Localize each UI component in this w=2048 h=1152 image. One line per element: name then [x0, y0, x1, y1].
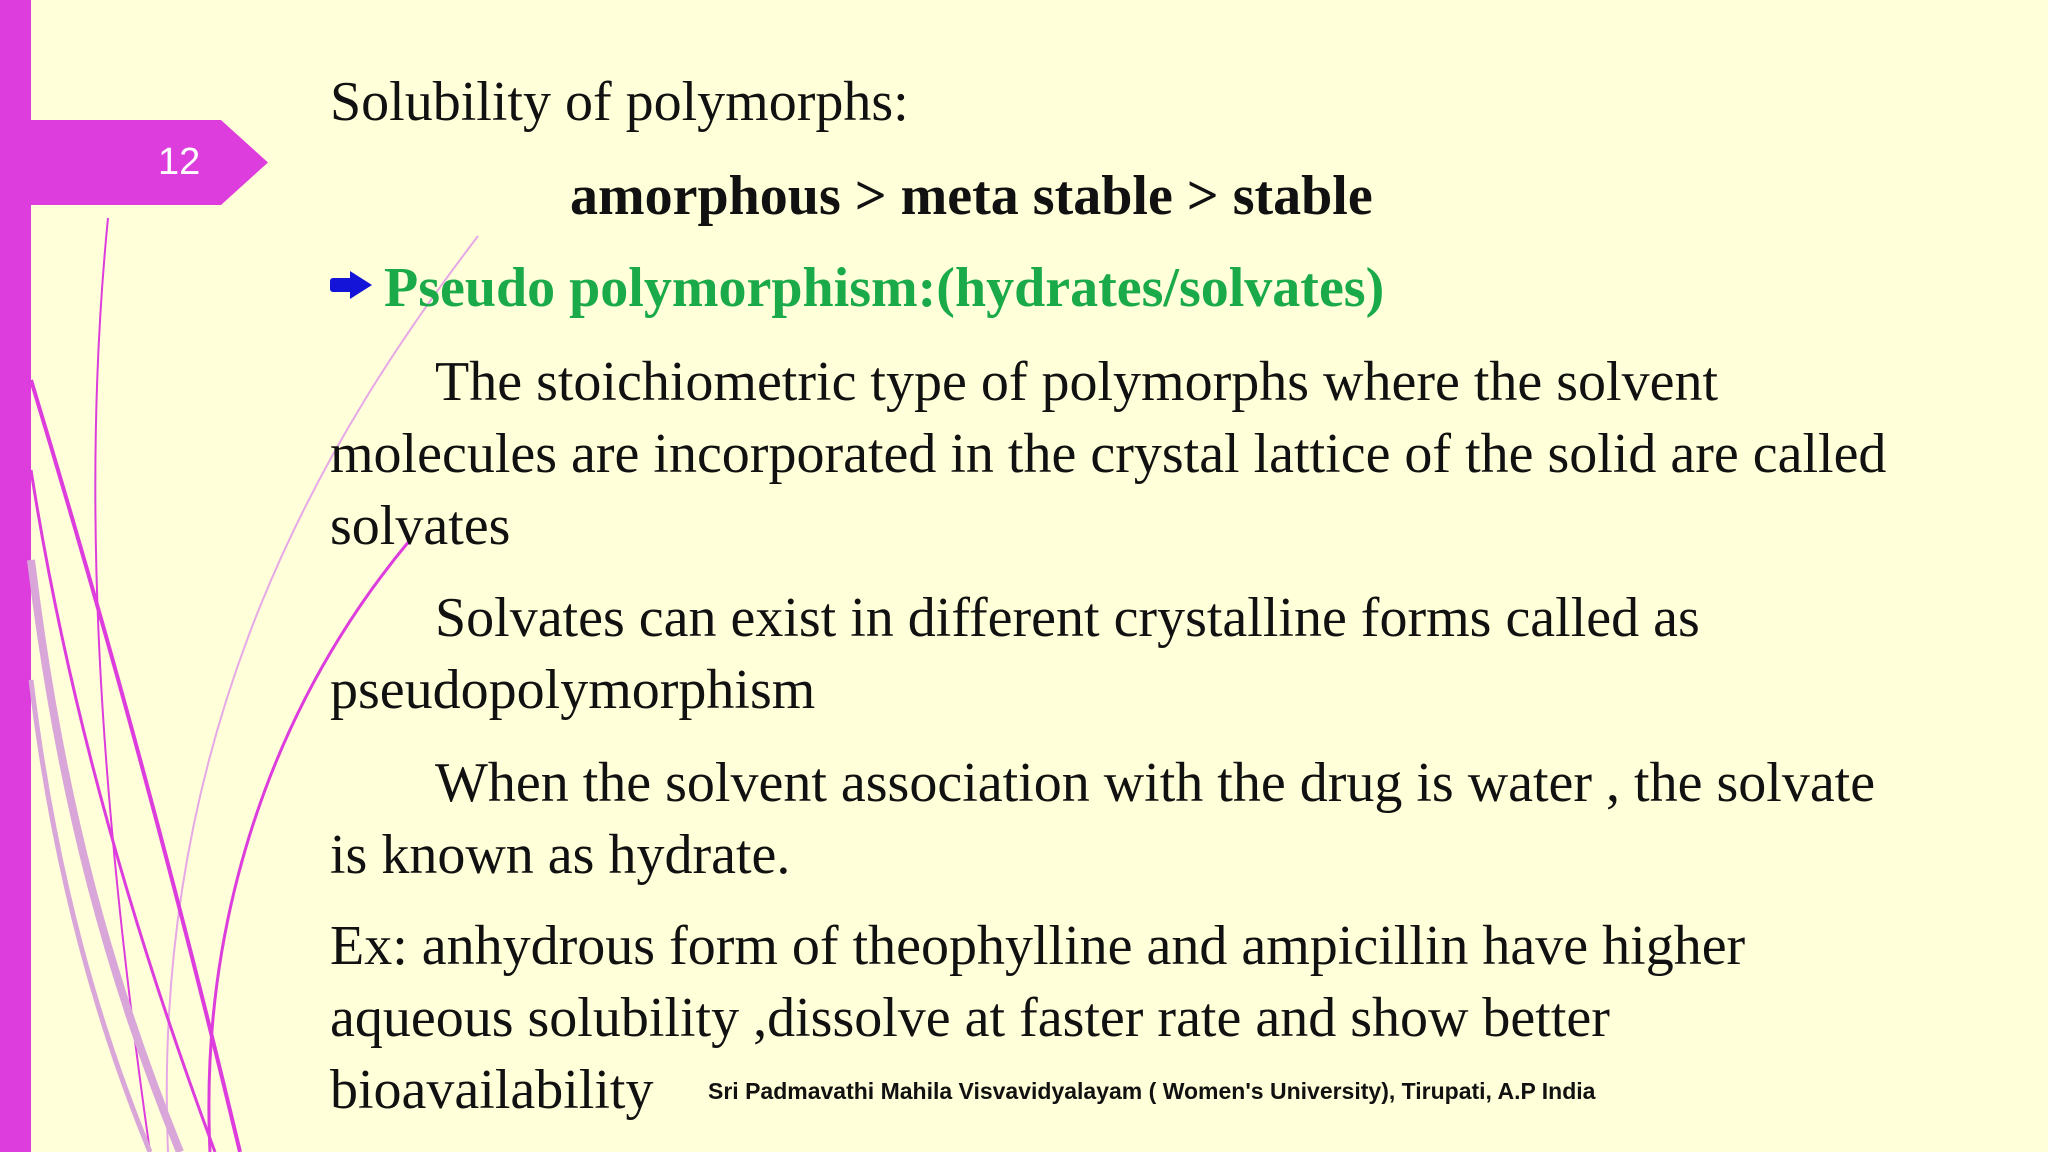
- paragraph-solvates: [330, 346, 1886, 562]
- curve-line: [31, 560, 180, 1152]
- paragraph-line: When the solvent association with the drug is water , the solvate: [435, 752, 1876, 814]
- paragraph-pseudopolymorphism: [330, 582, 1700, 726]
- pseudo-heading-text: Pseudo polymorphism:(hydrates/solvates): [384, 257, 1385, 319]
- paragraph-line: bioavailability: [330, 1059, 654, 1121]
- paragraph-hydrate: [330, 747, 1875, 891]
- curve-line: [31, 680, 150, 1152]
- paragraph-line: Ex: anhydrous form of theophylline and ampicillin have higher: [330, 915, 1746, 977]
- paragraph-line: The stoichiometric type of polymorphs where the solvent: [435, 351, 1719, 413]
- section-heading: Solubility of polymorphs:: [330, 71, 909, 133]
- paragraph-line: aqueous solubility ,dissolve at faster rate and show better: [330, 987, 1610, 1049]
- paragraph-line: solvates: [330, 495, 511, 557]
- solubility-order: amorphous > meta stable > stable: [570, 165, 1373, 227]
- curve-line: [31, 470, 215, 1152]
- paragraph-line: pseudopolymorphism: [330, 659, 816, 721]
- pseudo-polymorphism-heading: [330, 256, 1384, 320]
- paragraph-line: molecules are incorporated in the crystal lattice of the solid are called: [330, 423, 1887, 485]
- footer-institution: Sri Padmavathi Mahila Visvavidyalayam ( Women's University), Tirupati, A.P India: [708, 1078, 1596, 1104]
- slide-number: 12: [158, 141, 201, 183]
- paragraph-line: is known as hydrate.: [330, 824, 791, 886]
- curve-line: [95, 218, 150, 1152]
- slide-number-tab: [31, 120, 268, 205]
- paragraph-line: Solvates can exist in different crystalline forms called as: [435, 587, 1700, 649]
- arrow-bullet-icon: [330, 270, 374, 298]
